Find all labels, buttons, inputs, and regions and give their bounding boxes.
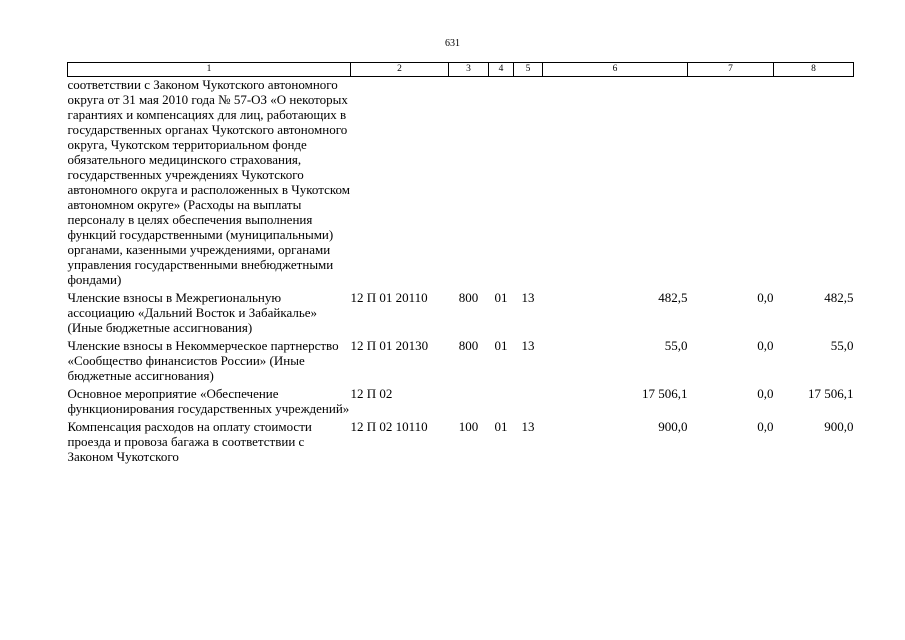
table-row	[68, 77, 854, 291]
row-subsection: 13	[521, 290, 535, 305]
row-amount-col8: 482,5	[824, 290, 854, 305]
table-row	[68, 338, 854, 386]
row-code	[351, 77, 449, 291]
row-section	[489, 77, 514, 291]
row-subsection	[514, 77, 543, 291]
row-section: 01	[494, 419, 508, 434]
column-header: 3	[449, 63, 489, 77]
row-name: Членские взносы в Некоммерческое партнерство «Сообщество финансистов России» (Иные бюджетные ассигнования)	[67, 338, 339, 383]
row-section: 01	[494, 290, 508, 305]
row-amount-col8	[774, 77, 854, 291]
row-amount-col8: 55,0	[830, 338, 854, 353]
column-header: 6	[543, 63, 688, 77]
column-header: 1	[68, 63, 351, 77]
row-name: Членские взносы в Межрегиональную ассоциацию «Дальний Восток и Забайкалье» (Иные бюджетные ассигнования)	[67, 290, 318, 335]
row-expense-type	[449, 386, 489, 419]
row-subsection: 13	[521, 338, 535, 353]
row-expense-type: 100	[458, 419, 479, 434]
row-amount-col8: 17 506,1	[808, 386, 854, 401]
column-header: 5	[514, 63, 543, 77]
column-header: 7	[688, 63, 774, 77]
row-section	[489, 386, 514, 419]
column-header: 4	[489, 63, 514, 77]
row-name: Компенсация расходов на оплату стоимости проезда и провоза багажа в соответствии с Законом Чукотского	[67, 419, 312, 464]
row-amount-col7: 0,0	[757, 290, 774, 305]
table-row	[68, 290, 854, 338]
row-amount-total: 55,0	[664, 338, 688, 353]
row-subsection	[514, 386, 543, 419]
row-amount-col7: 0,0	[757, 338, 774, 353]
row-code: 12 П 01 20130	[350, 338, 429, 353]
row-amount-col8: 900,0	[824, 419, 854, 434]
row-expense-type: 800	[458, 338, 479, 353]
row-expense-type: 800	[458, 290, 479, 305]
row-name: соответствии с Законом Чукотского автономного округа от 31 мая 2010 года № 57-ОЗ «О некоторых гарантиях и компенсациях для лиц, работающих в государственных органах Чукотского автономного округа, Чукотском территориальном фонде обязательного медицинского страхования, государственных учреждениях Чукотского автономного округа и расположенных в Чукотском автономном округе» (Расходы на выплаты персоналу в целях обеспечения выполнения функций государственными (муниципальными) органами, казенными учреждениями, органами управления государственными внебюджетными фондами)	[67, 77, 350, 287]
column-number-header	[68, 63, 854, 77]
budget-table	[67, 62, 854, 467]
row-section: 01	[494, 338, 508, 353]
row-code: 12 П 01 20110	[350, 290, 428, 305]
row-amount-total: 17 506,1	[642, 386, 688, 401]
row-amount-col7: 0,0	[757, 419, 774, 434]
row-code: 12 П 02	[350, 386, 393, 401]
row-amount-col7	[688, 77, 774, 291]
row-amount-total	[543, 77, 688, 291]
column-header: 8	[774, 63, 854, 77]
row-subsection: 13	[521, 419, 535, 434]
row-amount-total: 482,5	[658, 290, 688, 305]
table-row	[68, 419, 854, 467]
row-amount-total: 900,0	[658, 419, 688, 434]
row-amount-col7: 0,0	[757, 386, 774, 401]
page-number: 631	[445, 38, 460, 49]
row-expense-type	[449, 77, 489, 291]
column-header: 2	[351, 63, 449, 77]
table-row	[68, 386, 854, 419]
row-name: Основное мероприятие «Обеспечение функционирования государственных учреждений»	[67, 386, 350, 416]
row-code: 12 П 02 10110	[350, 419, 428, 434]
